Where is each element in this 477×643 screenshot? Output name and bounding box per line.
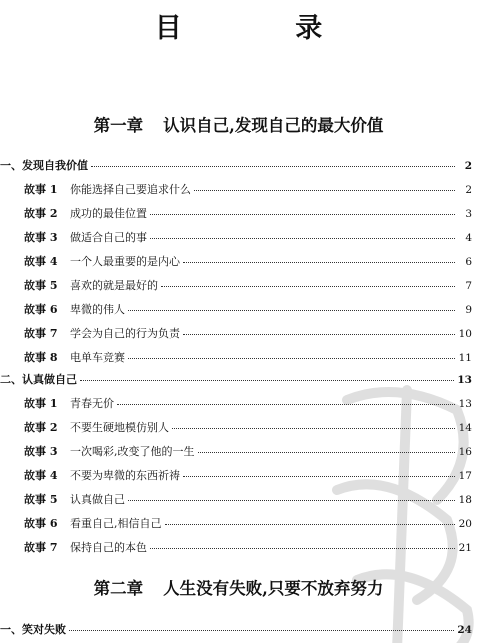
chapter-heading <box>0 575 477 599</box>
section-title: 一、发现自我价值 <box>0 159 88 172</box>
page-number: 17 <box>458 470 472 482</box>
story-title: 卑微的伟人 <box>70 303 125 316</box>
story-number: 故事 8 <box>24 351 58 364</box>
toc-story[interactable] <box>24 539 472 557</box>
toc-section[interactable] <box>0 371 472 389</box>
dot-leader <box>183 333 455 335</box>
story-title: 喜欢的就是最好的 <box>70 279 158 292</box>
page-number: 2 <box>464 160 472 172</box>
page-number: 24 <box>457 624 472 636</box>
toc-story[interactable] <box>24 443 472 461</box>
page-number: 9 <box>465 304 472 316</box>
dot-leader <box>128 357 455 359</box>
dot-leader <box>183 475 455 477</box>
toc-story[interactable] <box>24 229 472 247</box>
story-number: 故事 2 <box>24 207 58 220</box>
story-number: 故事 7 <box>24 541 58 554</box>
toc-story[interactable] <box>24 325 472 343</box>
story-number: 故事 4 <box>24 255 58 268</box>
story-number: 故事 6 <box>24 517 58 530</box>
story-title: 一次喝彩,改变了他的一生 <box>70 445 195 458</box>
story-number: 故事 3 <box>24 445 58 458</box>
dot-leader <box>150 213 455 215</box>
page-number: 13 <box>457 374 472 386</box>
dot-leader <box>128 309 455 311</box>
chapter-heading <box>0 112 477 136</box>
page-number: 16 <box>458 446 472 458</box>
story-title: 不要为卑微的东西祈祷 <box>70 469 180 482</box>
toc-section[interactable] <box>0 157 472 175</box>
section-title: 二、认真做自己 <box>0 373 77 386</box>
story-number: 故事 7 <box>24 327 58 340</box>
toc-story[interactable] <box>24 515 472 533</box>
dot-leader <box>80 379 454 381</box>
story-title: 看重自己,相信自己 <box>70 517 162 530</box>
toc-story[interactable] <box>24 253 472 271</box>
page-number: 4 <box>465 232 472 244</box>
dot-leader <box>128 499 455 501</box>
page-number: 13 <box>458 398 472 410</box>
page-title: 目 录 <box>154 13 375 44</box>
story-number: 故事 1 <box>24 397 58 410</box>
story-title: 做适合自己的事 <box>70 231 147 244</box>
story-number: 故事 1 <box>24 183 58 196</box>
story-title: 你能选择自己要追求什么 <box>70 183 191 196</box>
story-number: 故事 4 <box>24 469 58 482</box>
story-title: 电单车竞赛 <box>70 351 125 364</box>
page-number: 2 <box>465 184 472 196</box>
section-title: 一、笑对失败 <box>0 623 66 636</box>
story-number: 故事 5 <box>24 279 58 292</box>
toc-story[interactable] <box>24 467 472 485</box>
page-number: 3 <box>465 208 472 220</box>
dot-leader <box>150 237 455 239</box>
toc-story[interactable] <box>24 491 472 509</box>
story-number: 故事 5 <box>24 493 58 506</box>
toc-story[interactable] <box>24 395 472 413</box>
chapter-title: 认识自己,发现自己的最大价值 <box>163 116 384 135</box>
story-title: 学会为自己的行为负责 <box>70 327 180 340</box>
dot-leader <box>117 403 455 405</box>
story-title: 保持自己的本色 <box>70 541 147 554</box>
dot-leader <box>69 629 454 631</box>
toc-story[interactable] <box>24 419 472 437</box>
chapter-number: 第一章 <box>93 116 144 135</box>
dot-leader <box>198 451 456 453</box>
dot-leader <box>161 285 455 287</box>
dot-leader <box>172 427 455 429</box>
page-number: 7 <box>465 280 472 292</box>
page-number: 20 <box>458 518 472 530</box>
story-number: 故事 6 <box>24 303 58 316</box>
toc-story[interactable] <box>24 277 472 295</box>
story-number: 故事 2 <box>24 421 58 434</box>
story-title: 认真做自己 <box>70 493 125 506</box>
toc-story[interactable] <box>24 205 472 223</box>
chapter-title: 人生没有失败,只要不放弃努力 <box>163 579 384 598</box>
page-number: 21 <box>458 542 472 554</box>
dot-leader <box>91 165 455 167</box>
story-title: 一个人最重要的是内心 <box>70 255 180 268</box>
dot-leader <box>150 547 455 549</box>
chapter-number: 第二章 <box>93 579 144 598</box>
toc-story[interactable] <box>24 301 472 319</box>
dot-leader <box>165 523 456 525</box>
dot-leader <box>194 189 455 191</box>
toc-story[interactable] <box>24 181 472 199</box>
story-title: 青春无价 <box>70 397 114 410</box>
page-number: 18 <box>458 494 472 506</box>
page-number: 11 <box>458 352 472 364</box>
toc-story[interactable] <box>24 349 472 367</box>
toc-section[interactable] <box>0 621 472 639</box>
page-number: 6 <box>465 256 472 268</box>
page-number: 14 <box>458 422 472 434</box>
story-number: 故事 3 <box>24 231 58 244</box>
story-title: 成功的最佳位置 <box>70 207 147 220</box>
dot-leader <box>183 261 455 263</box>
page-number: 10 <box>458 328 472 340</box>
story-title: 不要生硬地模仿别人 <box>70 421 169 434</box>
